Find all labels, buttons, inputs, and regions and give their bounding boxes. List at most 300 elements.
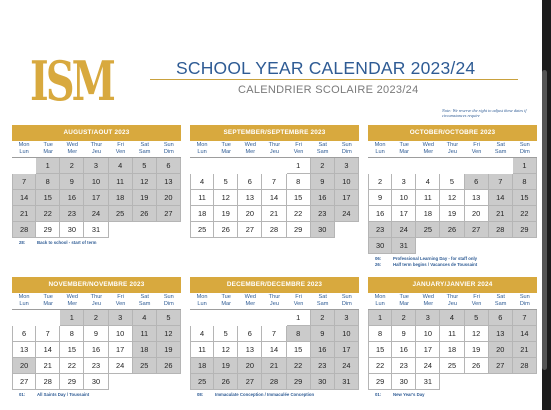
day-cell: 31 <box>335 374 359 390</box>
day-cell: 26 <box>157 358 181 374</box>
day-cell: 14 <box>513 326 537 342</box>
weekday-fr: Jeu <box>91 300 101 307</box>
day-cell: 3 <box>335 310 359 326</box>
weekday-fri <box>109 141 133 157</box>
day-cell: 20 <box>12 358 36 374</box>
day-cell: 6 <box>489 310 513 326</box>
weekday-mon <box>368 141 392 157</box>
weekday-tue <box>36 141 60 157</box>
weekday-en: Sun <box>519 142 530 148</box>
note-day: 06: <box>375 256 382 261</box>
day-cell: 9 <box>368 190 392 206</box>
weekday-en: Mon <box>18 294 30 300</box>
month-notes <box>12 392 181 398</box>
weekday-fr: Lun <box>375 300 385 307</box>
empty-day-cell <box>12 158 36 174</box>
empty-day-cell <box>238 310 262 326</box>
day-cell: 31 <box>392 238 416 254</box>
empty-day-cell <box>190 310 214 326</box>
weekday-en: Wed <box>66 142 79 148</box>
day-cell: 7 <box>262 326 286 342</box>
weekday-tue <box>392 141 416 157</box>
day-cell: 1 <box>513 158 537 174</box>
day-cell: 14 <box>12 190 36 206</box>
weekday-sun <box>157 293 181 309</box>
empty-day-cell <box>157 374 181 390</box>
note-text: Back to school - start of term <box>37 240 97 245</box>
vertical-scrollbar[interactable] <box>542 70 547 370</box>
note-line <box>190 392 359 398</box>
day-cell: 11 <box>416 190 440 206</box>
empty-day-cell <box>489 158 513 174</box>
month-notes <box>12 240 181 246</box>
weekday-thur <box>262 141 286 157</box>
day-cell: 12 <box>465 326 489 342</box>
empty-day-cell <box>190 158 214 174</box>
weekday-thur <box>262 293 286 309</box>
empty-day-cell <box>416 238 440 254</box>
day-cell: 5 <box>465 310 489 326</box>
weekday-fr: Jeu <box>447 300 457 307</box>
day-cell: 6 <box>12 326 36 342</box>
day-cell: 15 <box>287 190 311 206</box>
day-cell: 27 <box>489 358 513 374</box>
day-cell: 25 <box>440 358 464 374</box>
empty-day-cell <box>109 374 133 390</box>
day-cell: 16 <box>84 342 108 358</box>
weekday-en: Thur <box>90 142 103 148</box>
day-cell: 24 <box>335 206 359 222</box>
empty-day-cell <box>214 310 238 326</box>
weekday-fr: Ven <box>293 300 304 307</box>
day-cell: 23 <box>311 206 335 222</box>
weekday-fr: Dim <box>341 300 352 307</box>
adjustment-note: Note: We reserve the right to adjust these dates if circumstances require <box>442 108 527 118</box>
day-cell: 14 <box>489 190 513 206</box>
day-cell: 19 <box>465 342 489 358</box>
weekday-fr: Mar <box>221 300 231 307</box>
day-cell: 18 <box>109 190 133 206</box>
day-cell: 2 <box>368 174 392 190</box>
day-cell: 8 <box>287 326 311 342</box>
weekday-fr: Lun <box>375 148 385 155</box>
weekday-mon <box>12 141 36 157</box>
day-cell: 30 <box>392 374 416 390</box>
weekday-en: Sun <box>163 142 174 148</box>
day-cell: 13 <box>489 326 513 342</box>
day-cell: 30 <box>311 222 335 238</box>
weekday-en: Mon <box>374 142 386 148</box>
day-cell: 24 <box>84 206 108 222</box>
weekday-en: Fri <box>295 294 302 300</box>
weekday-mon <box>190 141 214 157</box>
day-cell: 13 <box>465 190 489 206</box>
day-cell: 2 <box>392 310 416 326</box>
weekday-sat <box>133 293 157 309</box>
note-text: New Year's Day <box>393 392 425 397</box>
weekday-fri <box>465 293 489 309</box>
day-cell: 7 <box>489 174 513 190</box>
day-cell: 2 <box>60 158 84 174</box>
day-grid <box>368 158 537 254</box>
weekday-tue <box>392 293 416 309</box>
day-cell: 27 <box>465 222 489 238</box>
weekday-fr: Sam <box>138 148 151 155</box>
day-cell: 6 <box>238 174 262 190</box>
weekday-en: Fri <box>117 142 124 148</box>
weekday-mon <box>12 293 36 309</box>
day-cell: 25 <box>190 374 214 390</box>
day-cell: 28 <box>12 222 36 238</box>
day-cell: 19 <box>133 190 157 206</box>
day-cell: 13 <box>12 342 36 358</box>
weekday-header-row <box>190 293 359 310</box>
day-cell: 5 <box>214 326 238 342</box>
empty-day-cell <box>440 158 464 174</box>
day-cell: 27 <box>238 374 262 390</box>
weekday-en: Thur <box>446 294 459 300</box>
day-cell: 12 <box>214 190 238 206</box>
day-cell: 27 <box>238 222 262 238</box>
weekday-sun <box>157 141 181 157</box>
day-cell: 15 <box>368 342 392 358</box>
day-cell: 18 <box>133 342 157 358</box>
weekday-fr: Mar <box>221 148 231 155</box>
note-text: Half term begins / Vacances de Toussaint <box>393 261 478 267</box>
day-cell: 9 <box>311 174 335 190</box>
empty-day-cell <box>368 158 392 174</box>
empty-day-cell <box>416 158 440 174</box>
day-cell: 9 <box>60 174 84 190</box>
day-cell: 11 <box>190 190 214 206</box>
day-cell: 18 <box>416 206 440 222</box>
weekday-fri <box>287 141 311 157</box>
day-grid <box>190 158 359 238</box>
note-text: Immaculate Conception / Immaculée Conception <box>215 392 315 397</box>
day-cell: 16 <box>311 342 335 358</box>
weekday-fr: Jeu <box>91 148 101 155</box>
month-header: DECEMBER/DECEMBRE 2023 <box>190 277 359 293</box>
day-cell: 7 <box>36 326 60 342</box>
weekday-fri <box>287 293 311 309</box>
day-cell: 29 <box>287 374 311 390</box>
weekday-fr: Mar <box>43 148 53 155</box>
day-cell: 10 <box>416 326 440 342</box>
day-cell: 21 <box>513 342 537 358</box>
weekday-thur <box>440 293 464 309</box>
day-cell: 17 <box>335 342 359 358</box>
day-cell: 15 <box>36 190 60 206</box>
empty-day-cell <box>36 310 60 326</box>
day-cell: 24 <box>416 358 440 374</box>
day-cell: 15 <box>60 342 84 358</box>
day-cell: 1 <box>368 310 392 326</box>
note-line <box>368 262 537 268</box>
empty-day-cell <box>465 374 489 390</box>
day-cell: 23 <box>84 358 108 374</box>
day-cell: 20 <box>238 206 262 222</box>
weekday-fr: Dim <box>519 148 530 155</box>
day-cell: 1 <box>36 158 60 174</box>
empty-day-cell <box>12 310 36 326</box>
weekday-fr: Ven <box>293 148 304 155</box>
weekday-wed <box>416 293 440 309</box>
day-cell: 1 <box>287 158 311 174</box>
weekday-fr: Sam <box>316 148 329 155</box>
day-cell: 1 <box>60 310 84 326</box>
day-cell: 21 <box>262 206 286 222</box>
day-cell: 7 <box>513 310 537 326</box>
day-cell: 22 <box>287 358 311 374</box>
weekday-fr: Lun <box>19 300 29 307</box>
day-grid <box>368 310 537 390</box>
day-cell: 22 <box>287 206 311 222</box>
empty-day-cell <box>513 238 537 254</box>
day-cell: 30 <box>368 238 392 254</box>
day-cell: 19 <box>214 358 238 374</box>
weekday-fr: Sam <box>316 300 329 307</box>
day-cell: 30 <box>60 222 84 238</box>
empty-day-cell <box>157 222 181 238</box>
day-cell: 10 <box>392 190 416 206</box>
day-cell: 11 <box>190 342 214 358</box>
weekday-fr: Mer <box>67 300 78 307</box>
weekday-header-row <box>368 141 537 158</box>
weekday-wed <box>60 293 84 309</box>
day-cell: 26 <box>440 222 464 238</box>
day-cell: 20 <box>238 358 262 374</box>
empty-day-cell <box>465 238 489 254</box>
day-cell: 30 <box>84 374 108 390</box>
day-cell: 25 <box>190 222 214 238</box>
empty-day-cell <box>489 374 513 390</box>
weekday-wed <box>238 293 262 309</box>
weekday-en: Wed <box>244 142 257 148</box>
day-cell: 29 <box>368 374 392 390</box>
day-cell: 13 <box>157 174 181 190</box>
empty-day-cell <box>262 310 286 326</box>
day-cell: 4 <box>190 326 214 342</box>
day-cell: 7 <box>262 174 286 190</box>
day-cell: 23 <box>60 206 84 222</box>
month-header: JANUARY/JANVIER 2024 <box>368 277 537 293</box>
day-cell: 21 <box>36 358 60 374</box>
weekday-sun <box>335 293 359 309</box>
day-cell: 17 <box>335 190 359 206</box>
note-day: 01: <box>19 392 26 397</box>
ism-logo: ISM <box>30 50 113 114</box>
day-grid <box>12 158 181 238</box>
note-text: All Saints Day / Toussaint <box>37 392 90 397</box>
day-cell: 31 <box>416 374 440 390</box>
day-cell: 29 <box>36 222 60 238</box>
weekday-fr: Lun <box>197 300 207 307</box>
empty-day-cell <box>133 374 157 390</box>
weekday-fr: Dim <box>163 300 174 307</box>
day-cell: 11 <box>109 174 133 190</box>
day-cell: 7 <box>12 174 36 190</box>
weekday-fr: Dim <box>341 148 352 155</box>
day-cell: 5 <box>157 310 181 326</box>
weekday-en: Thur <box>268 294 281 300</box>
day-cell: 16 <box>368 206 392 222</box>
day-cell: 10 <box>109 326 133 342</box>
day-cell: 22 <box>368 358 392 374</box>
day-cell: 9 <box>392 326 416 342</box>
day-cell: 22 <box>36 206 60 222</box>
day-cell: 11 <box>133 326 157 342</box>
day-cell: 3 <box>109 310 133 326</box>
day-cell: 8 <box>36 174 60 190</box>
day-cell: 29 <box>513 222 537 238</box>
day-cell: 28 <box>36 374 60 390</box>
day-cell: 20 <box>465 206 489 222</box>
day-cell: 25 <box>416 222 440 238</box>
weekday-en: Tue <box>399 142 409 148</box>
day-cell: 18 <box>190 358 214 374</box>
weekday-en: Mon <box>196 294 208 300</box>
day-cell: 28 <box>489 222 513 238</box>
weekday-en: Thur <box>268 142 281 148</box>
weekday-fr: Sam <box>494 300 507 307</box>
day-grid <box>190 310 359 390</box>
day-cell: 10 <box>335 326 359 342</box>
weekday-en: Tue <box>221 142 231 148</box>
day-cell: 25 <box>133 358 157 374</box>
weekday-en: Sun <box>519 294 530 300</box>
day-cell: 13 <box>238 190 262 206</box>
note-day: 26: <box>375 261 382 267</box>
empty-day-cell <box>465 158 489 174</box>
day-cell: 6 <box>238 326 262 342</box>
weekday-en: Tue <box>221 294 231 300</box>
day-cell: 19 <box>157 342 181 358</box>
weekday-header-row <box>368 293 537 310</box>
month-january-2024 <box>368 277 537 398</box>
day-cell: 12 <box>214 342 238 358</box>
day-cell: 18 <box>190 206 214 222</box>
weekday-en: Fri <box>295 142 302 148</box>
weekday-fr: Sam <box>138 300 151 307</box>
empty-day-cell <box>440 374 464 390</box>
weekday-en: Sat <box>496 142 505 148</box>
day-cell: 2 <box>311 158 335 174</box>
empty-day-cell <box>489 238 513 254</box>
weekday-fr: Ven <box>115 148 126 155</box>
weekday-fr: Mar <box>43 300 53 307</box>
day-cell: 3 <box>84 158 108 174</box>
day-cell: 28 <box>262 222 286 238</box>
day-cell: 6 <box>157 158 181 174</box>
month-header: SEPTEMBER/SEPTEMBRE 2023 <box>190 125 359 141</box>
weekday-fr: Mer <box>245 148 256 155</box>
weekday-thur <box>84 293 108 309</box>
weekday-en: Sat <box>140 294 149 300</box>
weekday-fr: Ven <box>115 300 126 307</box>
weekday-en: Wed <box>422 142 435 148</box>
weekday-tue <box>214 141 238 157</box>
weekday-fr: Jeu <box>269 300 279 307</box>
day-cell: 16 <box>311 190 335 206</box>
weekday-fr: Mer <box>423 148 434 155</box>
weekday-en: Fri <box>473 294 480 300</box>
day-cell: 19 <box>214 206 238 222</box>
weekday-en: Thur <box>90 294 103 300</box>
day-cell: 23 <box>368 222 392 238</box>
weekday-sun <box>335 141 359 157</box>
weekday-fr: Lun <box>197 148 207 155</box>
day-cell: 29 <box>287 222 311 238</box>
day-cell: 9 <box>311 326 335 342</box>
day-cell: 5 <box>133 158 157 174</box>
weekday-fr: Jeu <box>447 148 457 155</box>
weekday-fr: Sam <box>494 148 507 155</box>
empty-day-cell <box>109 222 133 238</box>
day-cell: 4 <box>133 310 157 326</box>
weekday-fr: Mar <box>399 300 409 307</box>
weekday-en: Sun <box>341 294 352 300</box>
empty-day-cell <box>335 222 359 238</box>
weekday-en: Sun <box>163 294 174 300</box>
day-cell: 1 <box>287 310 311 326</box>
weekday-fri <box>465 141 489 157</box>
month-header: OCTOBER/OCTOBRE 2023 <box>368 125 537 141</box>
day-cell: 20 <box>157 190 181 206</box>
day-cell: 11 <box>440 326 464 342</box>
month-december-2023 <box>190 277 359 398</box>
weekday-wed <box>416 141 440 157</box>
weekday-header-row <box>190 141 359 158</box>
weekday-wed <box>238 141 262 157</box>
day-cell: 3 <box>335 158 359 174</box>
day-cell: 14 <box>36 342 60 358</box>
page-subtitle: CALENDRIER SCOLAIRE 2023/24 <box>238 84 419 96</box>
month-notes <box>190 392 359 398</box>
weekday-sat <box>489 293 513 309</box>
weekday-en: Sat <box>318 142 327 148</box>
weekday-sun <box>513 293 537 309</box>
month-header: NOVEMBER/NOVEMBRE 2023 <box>12 277 181 293</box>
weekday-en: Wed <box>244 294 257 300</box>
day-cell: 15 <box>287 342 311 358</box>
day-cell: 12 <box>440 190 464 206</box>
weekday-fr: Mer <box>423 300 434 307</box>
weekday-mon <box>368 293 392 309</box>
note-day: 01: <box>375 392 382 397</box>
note-line <box>368 392 537 398</box>
day-cell: 30 <box>311 374 335 390</box>
weekday-en: Thur <box>446 142 459 148</box>
empty-day-cell <box>440 238 464 254</box>
day-cell: 10 <box>335 174 359 190</box>
day-cell: 8 <box>513 174 537 190</box>
day-cell: 12 <box>133 174 157 190</box>
day-cell: 31 <box>84 222 108 238</box>
weekday-sat <box>311 293 335 309</box>
day-cell: 26 <box>214 374 238 390</box>
day-cell: 22 <box>513 206 537 222</box>
weekday-fri <box>109 293 133 309</box>
note-line <box>12 240 181 246</box>
empty-day-cell <box>238 158 262 174</box>
weekday-en: Mon <box>18 142 30 148</box>
day-cell: 21 <box>262 358 286 374</box>
day-cell: 17 <box>416 342 440 358</box>
weekday-fr: Ven <box>471 148 482 155</box>
day-cell: 18 <box>440 342 464 358</box>
day-cell: 8 <box>60 326 84 342</box>
weekday-en: Sat <box>140 142 149 148</box>
